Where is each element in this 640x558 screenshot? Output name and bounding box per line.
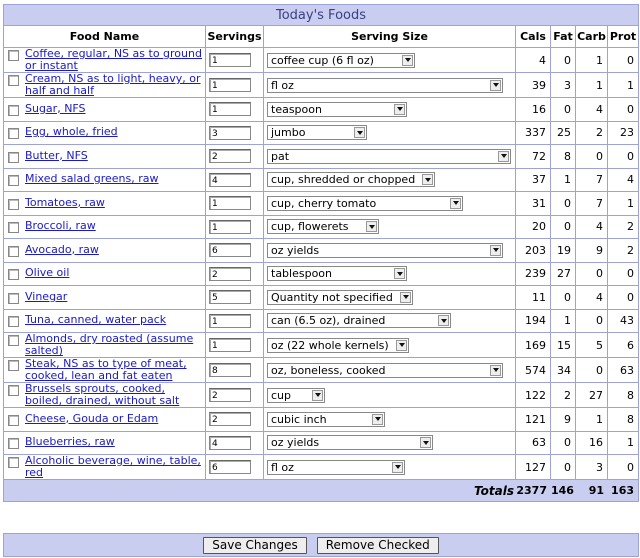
cals-cell: 239 (516, 263, 551, 287)
food-name-link[interactable]: Olive oil (25, 266, 70, 280)
cals-cell: 16 (516, 98, 551, 122)
serving-size-select[interactable] (267, 102, 407, 117)
fat-cell: 34 (551, 358, 576, 383)
carb-cell: 1 (576, 73, 608, 98)
serving-size-select[interactable] (267, 172, 435, 187)
table-row (4, 192, 638, 216)
food-name-link[interactable]: Alcoholic beverage, wine, table, red (25, 454, 201, 479)
remove-checkbox[interactable] (8, 199, 19, 210)
remove-checkbox[interactable] (8, 293, 19, 304)
serving-size-select[interactable] (267, 435, 433, 450)
table-title: Today's Foods (4, 5, 638, 26)
food-name-link[interactable]: Coffee, regular, NS as to ground or instant (25, 47, 202, 72)
dropdown-arrow-icon[interactable] (372, 414, 383, 425)
servings-input[interactable]: 2 (209, 388, 251, 402)
servings-input[interactable]: 6 (209, 243, 251, 257)
food-name-link[interactable]: Butter, NFS (25, 148, 88, 162)
serving-size-value: fl oz (271, 78, 294, 92)
prot-cell: 63 (608, 358, 638, 383)
fat-cell: 2 (551, 383, 576, 408)
food-name-link[interactable]: Vinegar (25, 289, 68, 303)
header-serving-size: Serving Size (264, 26, 516, 48)
servings-input[interactable]: 4 (209, 173, 251, 187)
header-carb: Carb (576, 26, 608, 48)
carb-cell: 9 (576, 239, 608, 263)
fat-cell: 0 (551, 286, 576, 310)
carb-cell: 7 (576, 169, 608, 193)
serving-size-value: cup, flowerets (271, 220, 349, 234)
servings-input[interactable]: 1 (209, 53, 251, 67)
totals-row (4, 480, 638, 501)
food-name-link[interactable]: Egg, whole, fried (25, 125, 118, 139)
servings-input[interactable]: 3 (209, 126, 251, 140)
totals-cals: 2377 (516, 480, 551, 501)
servings-input[interactable]: 1 (209, 338, 251, 352)
header-food-name: Food Name (4, 26, 206, 48)
remove-checkbox[interactable] (8, 246, 19, 257)
remove-checkbox[interactable] (8, 415, 19, 426)
table-row (4, 432, 638, 456)
prot-cell: 0 (608, 286, 638, 310)
dropdown-arrow-icon[interactable] (490, 80, 501, 91)
table-row (4, 98, 638, 122)
carb-cell: 1 (576, 408, 608, 432)
food-name-link[interactable]: Tuna, canned, water pack (25, 313, 167, 327)
serving-size-select[interactable] (267, 196, 463, 211)
header-cals: Cals (516, 26, 551, 48)
remove-checked-button[interactable]: Remove Checked (317, 537, 439, 554)
carb-cell: 0 (576, 263, 608, 287)
remove-checkbox[interactable] (8, 152, 19, 163)
cals-cell: 37 (516, 169, 551, 193)
dropdown-arrow-icon[interactable] (394, 104, 405, 115)
fat-cell: 0 (551, 48, 576, 73)
serving-size-value: can (6.5 oz), drained (271, 314, 386, 328)
cals-cell: 169 (516, 333, 551, 358)
cals-cell: 337 (516, 122, 551, 146)
dropdown-arrow-icon[interactable] (366, 221, 377, 232)
prot-cell: 1 (608, 432, 638, 456)
dropdown-arrow-icon[interactable] (438, 315, 449, 326)
cals-cell: 574 (516, 358, 551, 383)
table-row (4, 408, 638, 432)
prot-cell: 4 (608, 169, 638, 193)
cals-cell: 39 (516, 73, 551, 98)
serving-size-select[interactable] (267, 388, 325, 403)
prot-cell: 23 (608, 122, 638, 146)
fat-cell: 3 (551, 73, 576, 98)
serving-size-value: oz yields (271, 243, 320, 257)
dropdown-arrow-icon[interactable] (420, 437, 431, 448)
servings-input[interactable]: 2 (209, 412, 251, 426)
action-bar (3, 533, 639, 557)
table-row (4, 73, 638, 98)
fat-cell: 8 (551, 145, 576, 169)
table-row (4, 286, 638, 310)
dropdown-arrow-icon[interactable] (396, 340, 407, 351)
food-name-link[interactable]: Brussels sprouts, cooked, boiled, drained, without salt (25, 382, 180, 407)
serving-size-value: cubic inch (271, 412, 327, 426)
prot-cell: 0 (608, 455, 638, 480)
cals-cell: 127 (516, 455, 551, 480)
fat-cell: 1 (551, 169, 576, 193)
fat-cell: 0 (551, 455, 576, 480)
dropdown-arrow-icon[interactable] (392, 462, 403, 473)
dropdown-arrow-icon[interactable] (402, 55, 413, 66)
food-name-link[interactable]: Mixed salad greens, raw (25, 172, 159, 186)
serving-size-value: coffee cup (6 fl oz) (271, 53, 374, 67)
save-changes-button[interactable]: Save Changes (203, 537, 306, 554)
carb-cell: 0 (576, 145, 608, 169)
fat-cell: 0 (551, 192, 576, 216)
dropdown-arrow-icon[interactable] (490, 365, 501, 376)
remove-checkbox[interactable] (8, 128, 19, 139)
remove-checkbox[interactable] (8, 438, 19, 449)
servings-input[interactable]: 8 (209, 363, 251, 377)
prot-cell: 2 (608, 239, 638, 263)
serving-size-select[interactable] (267, 338, 409, 353)
servings-input[interactable]: 6 (209, 460, 251, 474)
dropdown-arrow-icon[interactable] (498, 151, 509, 162)
serving-size-select[interactable] (267, 290, 413, 305)
servings-input[interactable]: 1 (209, 220, 251, 234)
table-row (4, 48, 638, 73)
carb-cell: 3 (576, 455, 608, 480)
remove-checkbox[interactable] (8, 385, 19, 396)
fat-cell: 0 (551, 98, 576, 122)
remove-checkbox[interactable] (8, 175, 19, 186)
header-servings: Servings (206, 26, 264, 48)
food-name-link[interactable]: Almonds, dry roasted (assume salted) (25, 332, 194, 357)
dropdown-arrow-icon[interactable] (400, 292, 411, 303)
cals-cell: 20 (516, 216, 551, 240)
cals-cell: 31 (516, 192, 551, 216)
fat-cell: 15 (551, 333, 576, 358)
table-row (4, 263, 638, 287)
serving-size-value: cup, shredded or chopped (271, 173, 416, 187)
prot-cell: 8 (608, 383, 638, 408)
dropdown-arrow-icon[interactable] (312, 390, 323, 401)
cals-cell: 122 (516, 383, 551, 408)
cals-cell: 11 (516, 286, 551, 310)
serving-size-value: oz, boneless, cooked (271, 363, 386, 377)
table-row (4, 310, 638, 334)
totals-label: Totals (4, 480, 516, 501)
servings-input[interactable]: 2 (209, 267, 251, 281)
food-name-link[interactable]: Sugar, NFS (25, 101, 86, 115)
servings-input[interactable]: 1 (209, 102, 251, 116)
carb-cell: 16 (576, 432, 608, 456)
servings-input[interactable]: 1 (209, 314, 251, 328)
serving-size-value: teaspoon (271, 102, 322, 116)
serving-size-select[interactable] (267, 412, 385, 427)
remove-checkbox[interactable] (8, 457, 19, 468)
fat-cell: 0 (551, 216, 576, 240)
servings-input[interactable]: 5 (209, 290, 251, 304)
cals-cell: 72 (516, 145, 551, 169)
remove-checkbox[interactable] (8, 269, 19, 280)
carb-cell: 4 (576, 216, 608, 240)
servings-input[interactable]: 1 (209, 78, 251, 92)
serving-size-value: Quantity not specified (271, 290, 393, 304)
dropdown-arrow-icon[interactable] (422, 174, 433, 185)
carb-cell: 1 (576, 48, 608, 73)
table-row (4, 333, 638, 358)
prot-cell: 0 (608, 98, 638, 122)
cals-cell: 4 (516, 48, 551, 73)
food-name-link[interactable]: Tomatoes, raw (25, 195, 105, 209)
carb-cell: 4 (576, 286, 608, 310)
header-fat: Fat (551, 26, 576, 48)
fat-cell: 0 (551, 432, 576, 456)
dropdown-arrow-icon[interactable] (490, 245, 501, 256)
table-row (4, 145, 638, 169)
dropdown-arrow-icon[interactable] (354, 127, 365, 138)
carb-cell: 0 (576, 310, 608, 334)
food-name-link[interactable]: Cheese, Gouda or Edam (25, 411, 159, 425)
serving-size-value: cup (271, 388, 292, 402)
serving-size-select[interactable] (267, 149, 511, 164)
food-name-link[interactable]: Steak, NS as to type of meat, cooked, lean and fat eaten (25, 357, 187, 382)
food-name-link[interactable]: Broccoli, raw (25, 219, 96, 233)
serving-size-value: jumbo (271, 126, 306, 140)
remove-checkbox[interactable] (8, 316, 19, 327)
carb-cell: 7 (576, 192, 608, 216)
cals-cell: 121 (516, 408, 551, 432)
fat-cell: 19 (551, 239, 576, 263)
carb-cell: 5 (576, 333, 608, 358)
carb-cell: 0 (576, 358, 608, 383)
food-name-link[interactable]: Avocado, raw (25, 242, 99, 256)
dropdown-arrow-icon[interactable] (450, 198, 461, 209)
food-rows (4, 48, 638, 480)
fat-cell: 1 (551, 310, 576, 334)
serving-size-select[interactable] (267, 313, 451, 328)
serving-size-value: oz yields (271, 436, 320, 450)
table-row (4, 239, 638, 263)
totals-fat: 146 (551, 480, 576, 501)
serving-size-value: cup, cherry tomato (271, 196, 377, 210)
remove-checkbox[interactable] (8, 105, 19, 116)
serving-size-select[interactable] (267, 460, 405, 475)
carb-cell: 4 (576, 98, 608, 122)
serving-size-select[interactable] (267, 78, 503, 93)
prot-cell: 0 (608, 263, 638, 287)
prot-cell: 6 (608, 333, 638, 358)
remove-checkbox[interactable] (8, 360, 19, 371)
serving-size-value: tablespoon (271, 267, 333, 281)
servings-input[interactable]: 4 (209, 436, 251, 450)
totals-carb: 91 (576, 480, 608, 501)
dropdown-arrow-icon[interactable] (394, 268, 405, 279)
header-prot: Prot (608, 26, 638, 48)
fat-cell: 25 (551, 122, 576, 146)
prot-cell: 43 (608, 310, 638, 334)
remove-checkbox[interactable] (8, 222, 19, 233)
prot-cell: 8 (608, 408, 638, 432)
fat-cell: 9 (551, 408, 576, 432)
serving-size-select[interactable] (267, 219, 379, 234)
totals-prot: 163 (608, 480, 638, 501)
remove-checkbox[interactable] (8, 50, 19, 61)
servings-input[interactable]: 2 (209, 149, 251, 163)
prot-cell: 0 (608, 145, 638, 169)
table-row (4, 358, 638, 383)
serving-size-value: pat (271, 149, 290, 163)
table-row (4, 216, 638, 240)
prot-cell: 2 (608, 216, 638, 240)
carb-cell: 27 (576, 383, 608, 408)
serving-size-select[interactable] (267, 243, 503, 258)
table-row (4, 455, 638, 480)
serving-size-select[interactable] (267, 53, 415, 68)
todays-foods-table (3, 4, 639, 502)
serving-size-value: fl oz (271, 460, 294, 474)
cals-cell: 194 (516, 310, 551, 334)
serving-size-select[interactable] (267, 125, 367, 140)
table-row (4, 383, 638, 408)
table-row (4, 169, 638, 193)
table-row (4, 122, 638, 146)
cals-cell: 203 (516, 239, 551, 263)
prot-cell: 1 (608, 192, 638, 216)
serving-size-select[interactable] (267, 363, 503, 378)
prot-cell: 1 (608, 73, 638, 98)
food-name-link[interactable]: Cream, NS as to light, heavy, or half and half (25, 72, 201, 97)
serving-size-select[interactable] (267, 266, 407, 281)
carb-cell: 2 (576, 122, 608, 146)
fat-cell: 27 (551, 263, 576, 287)
remove-checkbox[interactable] (8, 335, 19, 346)
serving-size-value: oz (22 whole kernels) (271, 338, 389, 352)
cals-cell: 63 (516, 432, 551, 456)
food-name-link[interactable]: Blueberries, raw (25, 435, 115, 449)
remove-checkbox[interactable] (8, 75, 19, 86)
prot-cell: 0 (608, 48, 638, 73)
servings-input[interactable]: 1 (209, 196, 251, 210)
